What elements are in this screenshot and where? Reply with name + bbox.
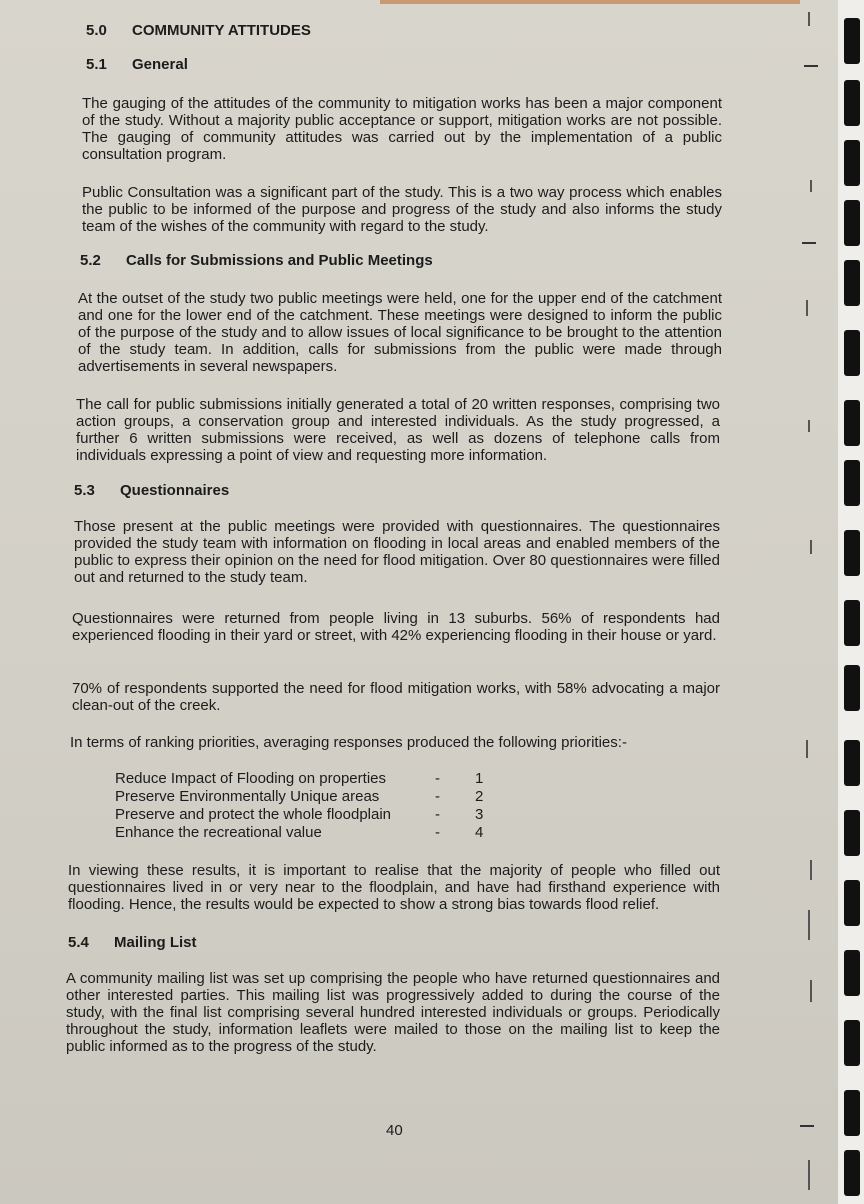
spiral-binding [838, 0, 864, 1204]
subsection-heading-general: 5.1 General [86, 56, 188, 73]
paragraph: The gauging of the attitudes of the community to mitigation works has been a major component of the study. Without a majority public acceptance or support, mitigation works are not possible. The gauging of community attitudes was carried out by the implementation of a public consultation program. [82, 95, 722, 163]
paragraph: The call for public submissions initially generated a total of 20 written responses, comprising two action groups, a conservation group and interested individuals. As the study progressed, a further 6 written submissions were received, as well as dozens of telephone calls from individuals expressing a point of view and requesting more information. [76, 396, 720, 464]
paragraph: 70% of respondents supported the need for flood mitigation works, with 58% advocating a major clean-out of the creek. [72, 680, 720, 714]
subsection-heading-questionnaires: 5.3 Questionnaires [74, 482, 230, 499]
priority-row: Enhance the recreational value - 4 [115, 824, 484, 841]
page-top-edge [380, 0, 800, 4]
priority-row: Preserve Environmentally Unique areas - 2 [115, 788, 484, 805]
paragraph: In viewing these results, it is important to realise that the majority of people who filled out questionnaires lived in or very near to the floodplain, and have had firsthand experience with flooding. Hence, the results would be expected to show a strong bias towards flood relief. [68, 862, 720, 913]
subsection-heading-mailing-list: 5.4 Mailing List [68, 934, 197, 951]
paragraph: Questionnaires were returned from people living in 13 suburbs. 56% of respondents had experienced flooding in their yard or street, with 42% experiencing flooding in their house or yard. [72, 610, 720, 644]
priority-row: Preserve and protect the whole floodplain - 3 [115, 806, 484, 823]
paragraph: Those present at the public meetings were provided with questionnaires. The questionnaires provided the study team with information on flooding in local areas and enabled members of the public to express their opinion on the need for flood mitigation. Over 80 questionnaires were filled out and returned to the study team. [74, 518, 720, 586]
binding-edge-marks [790, 0, 830, 1204]
section-heading: 5.0 COMMUNITY ATTITUDES [86, 22, 311, 39]
page-number: 40 [386, 1122, 403, 1139]
paragraph: In terms of ranking priorities, averaging responses produced the following priorities:- [70, 734, 627, 751]
priority-row: Reduce Impact of Flooding on properties - 1 [115, 770, 484, 787]
paragraph: At the outset of the study two public meetings were held, one for the upper end of the catchment and one for the lower end of the catchment. These meetings were designed to inform the public of the purpose of the study and to allow issues of local significance to be brought to the attention of the study team. In addition, calls for submissions from the public were made through advertisements in several newspapers. [78, 290, 722, 375]
priorities-list [115, 770, 495, 842]
paragraph: A community mailing list was set up comprising the people who have returned questionnaires and other interested parties. This mailing list was progressively added to during the course of the study, with the final list comprising several hundred interested individuals or groups. Periodically throughout the study, information leaflets were mailed to those on the mailing list to keep the public informed as to the progress of the study. [66, 970, 720, 1055]
subsection-heading-calls: 5.2 Calls for Submissions and Public Meetings [80, 252, 433, 269]
paragraph: Public Consultation was a significant part of the study. This is a two way process which enables the public to be informed of the purpose and progress of the study and also informs the study team of the wishes of the community with regard to the study. [82, 184, 722, 235]
